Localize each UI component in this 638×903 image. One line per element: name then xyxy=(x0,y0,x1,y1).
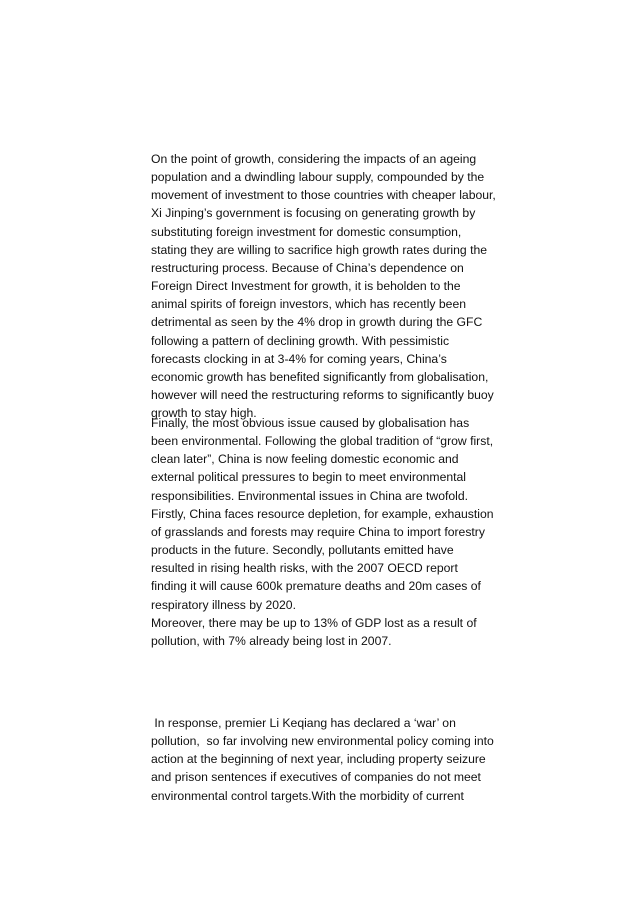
text-line: Foreign Direct Investment for growth, it is beholden to the xyxy=(151,279,461,294)
text-line: however will need the restructuring reforms to significantly buoy xyxy=(151,388,494,403)
text-line: On the point of growth, considering the impacts of an ageing xyxy=(151,152,477,166)
text-line: action at the beginning of next year, including property seizure xyxy=(151,752,486,767)
text-line: pollution, so far involving new environmental policy coming into xyxy=(151,734,494,749)
text-line: economic growth has benefited significantly from globalisation, xyxy=(151,369,489,384)
text-line: detrimental as seen by the 4% drop in growth during the GFC xyxy=(151,315,483,330)
text-line: external political pressures to begin to meet environmental xyxy=(151,470,467,485)
text-line: and prison sentences if executives of companies do not meet xyxy=(151,770,481,785)
text-line: been environmental. Following the global tradition of “grow first, xyxy=(151,434,494,449)
text-line: Firstly, China faces resource depletion, for example, exhaustion xyxy=(151,506,494,521)
text-line: finding it will cause 600k premature deaths and 20m cases of xyxy=(151,579,481,594)
paragraph-response xyxy=(151,714,494,805)
text-line: products in the future. Secondly, pollutants emitted have xyxy=(151,543,454,558)
text-line: Xi Jinping’s government is focusing on generating growth by xyxy=(151,206,476,221)
text-line: movement of investment to those countries with cheaper labour, xyxy=(151,188,496,203)
text-line: resulted in rising health risks, with the 2007 OECD report xyxy=(151,561,458,576)
paragraph-environment xyxy=(151,414,494,650)
text-line: growth to stay high. xyxy=(151,406,257,421)
text-line: responsibilities. Environmental issues in China are twofold. xyxy=(151,488,469,503)
text-line: Finally, the most obvious issue caused by globalisation has xyxy=(151,416,470,430)
text-line: environmental control targets.With the morbidity of current xyxy=(151,788,464,803)
text-line: respiratory illness by 2020. xyxy=(151,597,296,612)
text-line: Moreover, there may be up to 13% of GDP lost as a result of xyxy=(151,615,477,630)
text-line: pollution, with 7% already being lost in 2007. xyxy=(151,633,392,648)
paragraph-growth xyxy=(151,150,496,422)
text-line: clean later”, China is now feeling domestic economic and xyxy=(151,452,459,467)
text-line: of grasslands and forests may require China to import forestry xyxy=(151,524,485,539)
text-line: population and a dwindling labour supply, compounded by the xyxy=(151,170,485,185)
text-line: animal spirits of foreign investors, which has recently been xyxy=(151,297,466,312)
text-line: stating they are willing to sacrifice high growth rates during the xyxy=(151,242,488,257)
text-line: substituting foreign investment for domestic consumption, xyxy=(151,224,462,239)
text-line: forecasts clocking in at 3-4% for coming years, China’s xyxy=(151,351,447,366)
text-line: following a pattern of declining growth. With pessimistic xyxy=(151,333,450,348)
text-line: restructuring process. Because of China’s dependence on xyxy=(151,260,464,275)
text-line: In response, premier Li Keqiang has declared a ‘war’ on xyxy=(151,716,456,730)
